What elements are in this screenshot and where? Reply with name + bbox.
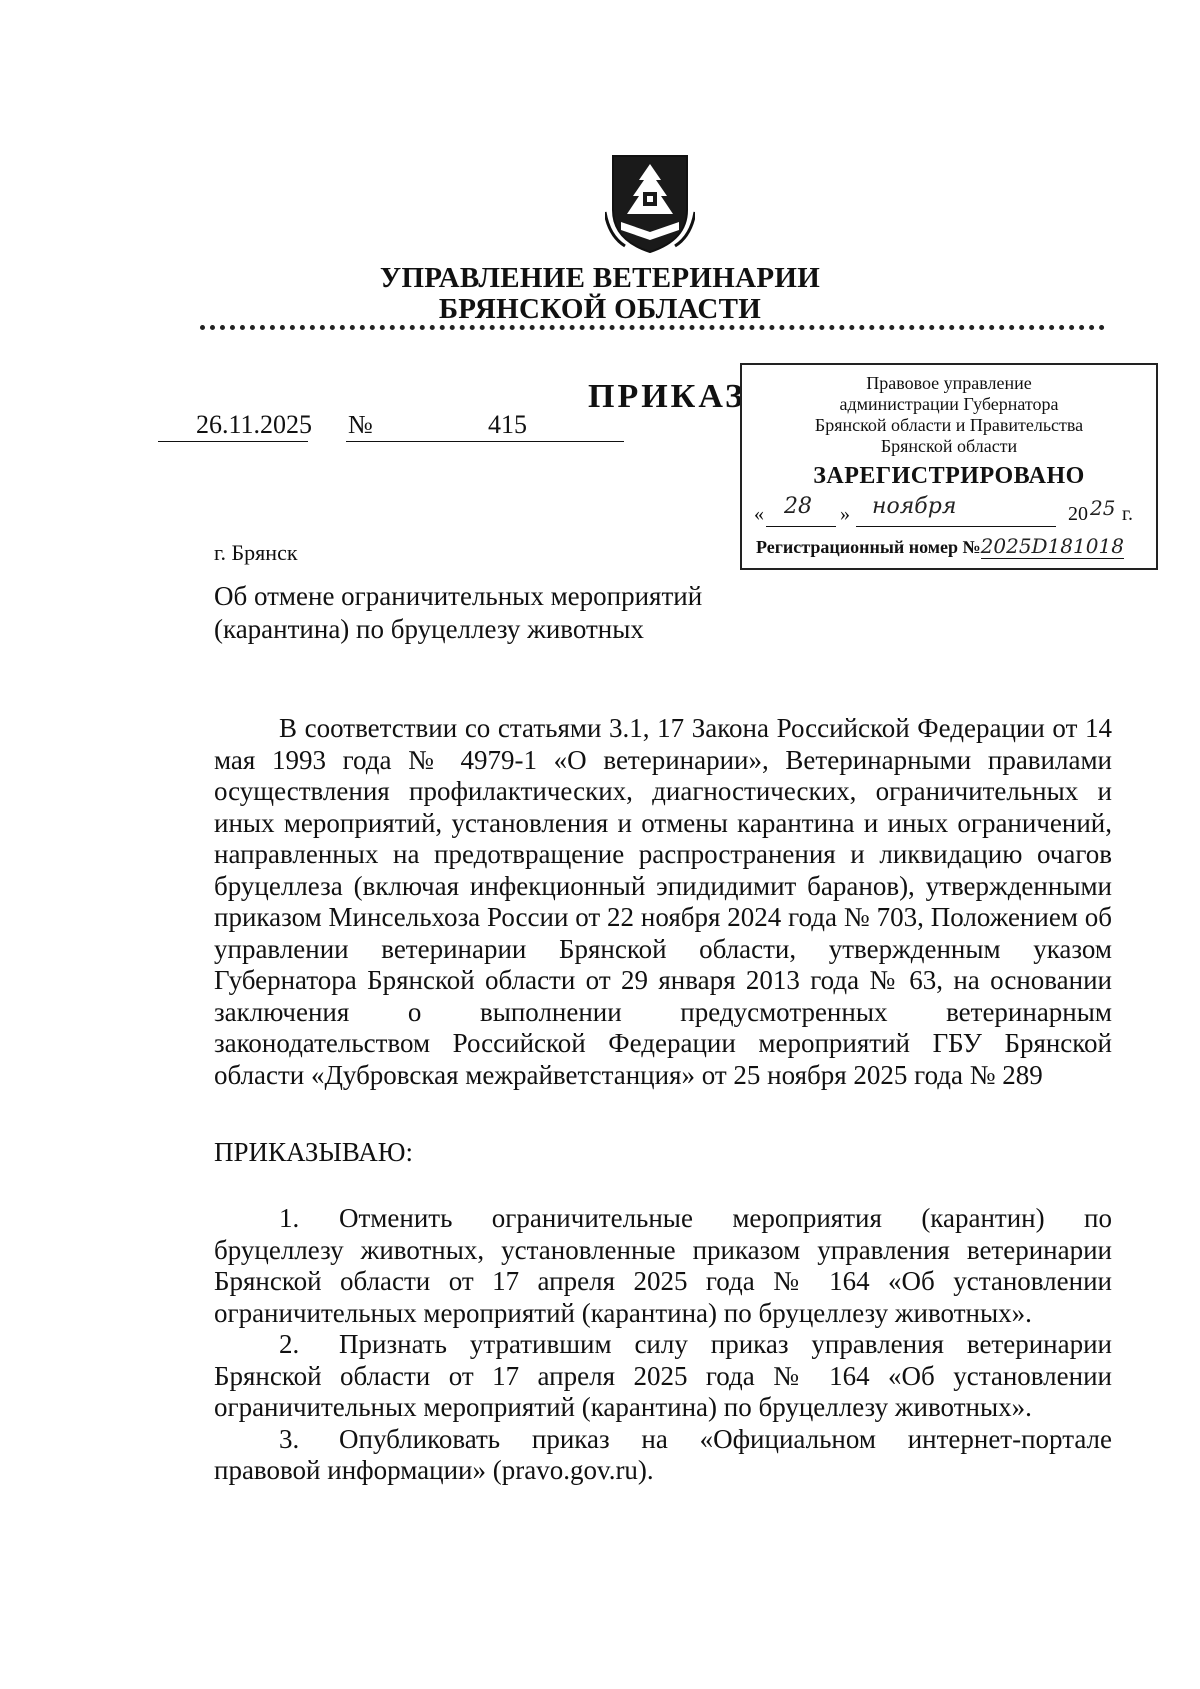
order-word: ПРИКАЗЫВАЮ:	[214, 1137, 413, 1167]
item-number: 3.	[279, 1423, 300, 1454]
bryansk-coat-of-arms-icon	[605, 150, 695, 255]
stamp-year-unit: г.	[1122, 503, 1133, 525]
order-item	[214, 1203, 1112, 1329]
stamp-registered: ЗАРЕГИСТРИРОВАНО	[813, 463, 1085, 489]
order-items	[214, 1203, 1112, 1487]
dotted-divider	[200, 325, 1105, 330]
stamp-line1: Правовое управление	[866, 373, 1032, 393]
stamp-day-underline	[766, 526, 836, 527]
stamp-quote-open: «	[754, 503, 764, 525]
stamp-reg-number: 2025D181018	[980, 534, 1124, 558]
document-type: ПРИКАЗ	[588, 378, 746, 415]
date-underline	[158, 441, 308, 442]
preamble-paragraph: В соответствии со статьями 3.1, 17 Закона Российской Федерации от 14 мая 1993 года № 4979-1 «О ветеринарии», Ветеринарными правилами осуществления профилактических, диагностических, ограничительных и иных мероприятий, установления и отмены карантина и иных ограничений, направленных на предотвращение распространения и ликвидацию очагов бруцеллеза (включая инфекционный эпидидимит баранов), утвержденными приказом Минсельхоза России от 22 ноября 2024 года № 703, Положением об управлении ветеринарии Брянской области, утвержденным указом Губернатора Брянской области от 29 января 2013 года № 63, на основании заключения о выполнении предусмотренных ветеринарным законодательством Российской Федерации мероприятий ГБУ Брянской области «Дубровская межрайветстанция» от 25 ноября 2025 года № 289	[214, 713, 1112, 1090]
document-number: 415	[488, 410, 527, 439]
stamp-month: ноября	[872, 494, 957, 519]
order-item	[214, 1329, 1112, 1424]
number-underline	[346, 441, 624, 442]
order-item	[214, 1424, 1112, 1487]
stamp-year-suffix: 25	[1090, 496, 1116, 520]
city: г. Брянск	[214, 540, 298, 565]
number-sign: №	[348, 410, 373, 439]
stamp-reg-label: Регистрационный номер №	[756, 537, 981, 557]
stamp-date-row	[752, 494, 1152, 532]
stamp-line4: Брянской области	[880, 436, 1018, 456]
stamp-month-underline	[856, 526, 1056, 527]
stamp-line3: Брянской области и Правительства	[814, 415, 1084, 435]
org-title-line2: БРЯНСКОЙ ОБЛАСТИ	[438, 293, 762, 325]
stamp-line2: администрации Губернатора	[839, 394, 1059, 414]
org-title-line1: УПРАВЛЕНИЕ ВЕТЕРИНАРИИ	[379, 262, 821, 294]
item-text: Отменить ограничительные мероприятия (карантин) по бруцеллезу животных, установленные приказом управления ветеринарии Брянской области от 17 апреля 2025 года № 164 «Об установлении ограничительных мероприятий (карантина) по бруцеллезу животных».	[214, 1203, 1112, 1328]
document-subject	[214, 580, 702, 646]
item-number: 2.	[279, 1329, 300, 1359]
item-text: Опубликовать приказ на «Официальном интернет-портале правовой информации» (pravo.gov.ru).	[214, 1423, 1112, 1485]
item-number: 1.	[279, 1203, 300, 1233]
stamp-year-prefix: 20	[1068, 503, 1088, 525]
stamp-day: 28	[784, 494, 812, 519]
date-number-line	[158, 410, 628, 450]
subject-line2: (карантина) по бруцеллезу животных	[214, 614, 644, 644]
document-date: 26.11.2025	[196, 410, 313, 439]
stamp-quote-close: »	[840, 503, 850, 525]
item-text: Признать утратившим силу приказ управления ветеринарии Брянской области от 17 апреля 2025 года № 164 «Об установлении ограничительных мероприятий (карантина) по бруцеллезу животных».	[214, 1329, 1112, 1422]
stamp-reg-number-row	[756, 536, 1156, 558]
registration-stamp	[740, 363, 1158, 570]
subject-line1: Об отмене ограничительных мероприятий	[214, 581, 703, 611]
